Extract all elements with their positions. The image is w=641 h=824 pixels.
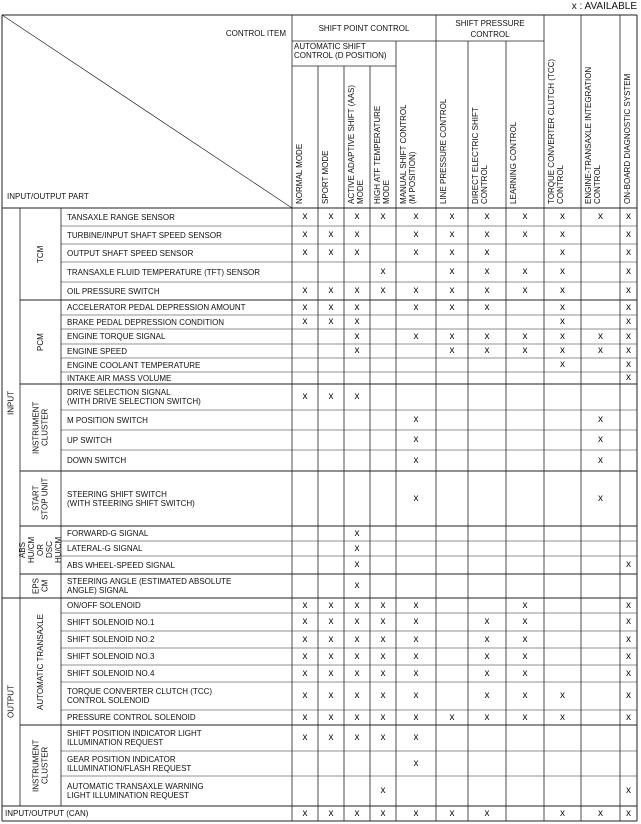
availability-mark: x: [302, 391, 308, 402]
availability-mark: x: [626, 345, 631, 356]
availability-mark: x: [522, 667, 528, 679]
availability-mark: x: [302, 599, 308, 611]
availability-mark: x: [560, 229, 565, 240]
availability-mark: x: [354, 599, 360, 611]
row-label: M POSITION SWITCH: [67, 415, 148, 425]
availability-mark: x: [328, 633, 334, 645]
availability-mark: x: [354, 301, 360, 313]
availability-mark: x: [522, 229, 528, 240]
group-label: TCM: [36, 245, 45, 263]
availability-mark: x: [328, 247, 334, 258]
row-label: STEERING ANGLE (ESTIMATED ABSOLUTE ANGLE) SIGNAL: [67, 577, 232, 595]
availability-mark: x: [626, 372, 631, 383]
availability-mark: x: [328, 229, 334, 240]
availability-mark: x: [449, 807, 455, 819]
availability-mark: x: [626, 330, 631, 342]
availability-mark: x: [354, 211, 360, 222]
availability-mark: x: [626, 785, 631, 796]
availability-mark: x: [302, 667, 308, 679]
availability-mark: x: [354, 580, 360, 591]
column-header-4: HIGH ATF TEMPERATURE MODE: [373, 105, 391, 204]
availability-mark: x: [302, 690, 308, 701]
availability-mark: x: [380, 599, 386, 611]
availability-mark: x: [328, 732, 334, 743]
availability-mark: x: [380, 690, 386, 701]
availability-mark: x: [626, 667, 631, 679]
row-label: SHIFT SOLENOID NO.2: [67, 635, 155, 644]
group-label: INSTRUMENT CLUSTER: [31, 739, 50, 792]
column-header-8: LEARNING CONTROL: [509, 121, 518, 204]
availability-mark: x: [354, 690, 360, 701]
availability-mark: x: [413, 633, 419, 645]
availability-mark: x: [328, 316, 334, 327]
row-label: GEAR POSITION INDICATOR ILLUMINATION/FLASH REQUEST: [67, 754, 192, 773]
control-item-header: CONTROL ITEM: [225, 29, 286, 38]
section-label: OUTPUT: [6, 685, 16, 719]
availability-mark: x: [560, 359, 565, 370]
group-label: PCM: [36, 333, 45, 351]
shift-point-control-header: SHIFT POINT CONTROL: [318, 24, 410, 33]
availability-mark: x: [328, 711, 334, 723]
column-header-7: DIRECT ELECTRIC SHIFT CONTROL: [471, 107, 489, 204]
availability-mark: x: [522, 211, 528, 222]
automatic-shift-control-header: AUTOMATIC SHIFT CONTROL (D POSITION): [294, 42, 387, 60]
control-matrix-table: [2, 15, 637, 821]
availability-mark: x: [354, 527, 360, 539]
column-header-1: NORMAL MODE: [295, 143, 304, 204]
availability-mark: x: [484, 807, 490, 819]
column-header-5: MANUAL SHIFT CONTROL (M POSITION): [399, 104, 417, 204]
column-header-3: ACTIVE ADAPTIVE SHIFT (AAS) MODE: [347, 85, 365, 204]
row-label: BRAKE PEDAL DEPRESSION CONDITION: [67, 317, 225, 327]
availability-mark: x: [449, 247, 455, 258]
row-label: ENGINE TORQUE SIGNAL: [67, 332, 166, 341]
availability-mark: x: [626, 559, 631, 570]
availability-mark: x: [560, 711, 565, 723]
availability-mark: x: [626, 316, 631, 327]
row-label: DOWN SWITCH: [67, 456, 127, 465]
availability-mark: x: [626, 711, 631, 723]
availability-mark: x: [484, 247, 490, 258]
availability-mark: x: [626, 266, 631, 277]
row-label: ENGINE COOLANT TEMPERATURE: [67, 360, 201, 370]
row-label: SHIFT SOLENOID NO.4: [67, 669, 155, 678]
row-label: TRANSAXLE FLUID TEMPERATURE (TFT) SENSOR: [67, 267, 261, 277]
availability-mark: x: [328, 667, 334, 679]
row-label: STEERING SHIFT SWITCH (WITH STEERING SHIFT SWITCH): [67, 489, 195, 508]
availability-mark: x: [522, 345, 528, 356]
availability-mark: x: [354, 807, 360, 819]
availability-mark: x: [449, 211, 455, 222]
column-header-2: SPORT MODE: [321, 150, 330, 204]
availability-mark: x: [449, 266, 455, 277]
availability-mark: x: [380, 807, 386, 819]
availability-mark: x: [302, 285, 308, 296]
availability-mark: x: [484, 711, 490, 723]
row-label: TORQUE CONVERTER CLUTCH (TCC) CONTROL SOLENOID: [67, 687, 213, 705]
group-label: INSTRUMENT CLUSTER: [31, 401, 50, 454]
availability-mark: x: [598, 414, 603, 425]
row-label: OIL PRESSURE SWITCH: [67, 286, 160, 296]
availability-mark: x: [328, 285, 334, 296]
availability-mark: x: [354, 559, 360, 570]
availability-mark: x: [328, 616, 334, 627]
availability-mark: x: [380, 711, 386, 723]
column-header-6: LINE PRESSURE CONTROL: [439, 98, 448, 204]
availability-mark: x: [413, 301, 419, 313]
availability-mark: x: [302, 247, 308, 258]
row-label: PRESSURE CONTROL SOLENOID: [67, 713, 196, 722]
availability-mark: x: [626, 247, 631, 258]
row-label: OUTPUT SHAFT SPEED SENSOR: [67, 248, 194, 258]
availability-mark: x: [354, 316, 360, 327]
availability-mark: x: [626, 616, 631, 627]
row-label: TANSAXLE RANGE SENSOR: [67, 212, 175, 222]
availability-mark: x: [560, 345, 565, 356]
group-label: ABS HU/CM OR DSC HU/CM: [18, 536, 63, 564]
availability-mark: x: [626, 229, 631, 240]
availability-mark: x: [484, 345, 490, 356]
availability-mark: x: [328, 599, 334, 611]
availability-mark: x: [560, 807, 565, 819]
availability-mark: x: [484, 633, 490, 645]
availability-mark: x: [380, 650, 386, 662]
row-label: AUTOMATIC TRANSAXLE WARNING LIGHT ILLUMINATION REQUEST: [67, 782, 204, 800]
availability-mark: x: [354, 650, 360, 662]
row-label: SHIFT POSITION INDICATOR LIGHT ILLUMINATION REQUEST: [67, 729, 202, 747]
availability-mark: x: [484, 229, 490, 240]
availability-mark: x: [354, 229, 360, 240]
availability-mark: x: [413, 650, 419, 662]
availability-mark: x: [302, 211, 308, 222]
availability-mark: x: [413, 330, 419, 342]
availability-mark: x: [484, 667, 490, 679]
availability-mark: x: [484, 330, 490, 342]
availability-mark: x: [560, 690, 565, 701]
availability-mark: x: [354, 285, 360, 296]
availability-mark: x: [626, 599, 631, 611]
availability-mark: x: [598, 454, 603, 466]
availability-mark: x: [413, 247, 419, 258]
availability-mark: x: [413, 492, 419, 504]
availability-mark: x: [354, 542, 360, 554]
availability-mark: x: [522, 616, 528, 627]
column-header-11: ON-BOARD DIAGNOSTIC SYSTEM: [623, 73, 632, 204]
availability-mark: x: [560, 285, 565, 296]
availability-mark: x: [522, 599, 528, 611]
availability-mark: x: [449, 345, 455, 356]
availability-mark: x: [598, 492, 603, 504]
availability-mark: x: [380, 616, 386, 627]
column-header-10: ENGINE-TRANSAXLE INTEGRATION CONTROL: [584, 66, 602, 204]
column-header-9: TORQUE CONVERTER CLUTCH (TCC) CONTROL: [547, 58, 565, 204]
availability-mark: x: [302, 301, 308, 313]
row-label: INTAKE AIR MASS VOLUME: [67, 373, 172, 383]
availability-mark: x: [522, 711, 528, 723]
section-label: INPUT: [6, 391, 16, 415]
availability-mark: x: [522, 633, 528, 645]
availability-mark: x: [413, 616, 419, 627]
availability-mark: x: [413, 599, 419, 611]
availability-mark: x: [626, 285, 631, 296]
availability-mark: x: [354, 633, 360, 645]
availability-mark: x: [302, 807, 308, 819]
row-label: TURBINE/INPUT SHAFT SPEED SENSOR: [67, 230, 222, 240]
availability-mark: x: [302, 633, 308, 645]
availability-mark: x: [484, 211, 490, 222]
availability-mark: x: [380, 266, 386, 277]
availability-mark: x: [413, 434, 419, 445]
row-label: LATERAL-G SIGNAL: [67, 544, 143, 553]
availability-mark: x: [522, 690, 528, 701]
availability-mark: x: [380, 785, 386, 796]
availability-mark: x: [413, 229, 419, 240]
availability-mark: x: [449, 301, 455, 313]
availability-mark: x: [522, 650, 528, 662]
availability-mark: x: [560, 266, 565, 277]
availability-mark: x: [380, 633, 386, 645]
availability-mark: x: [413, 807, 419, 819]
availability-mark: x: [626, 633, 631, 645]
availability-mark: x: [328, 301, 334, 313]
availability-mark: x: [484, 301, 490, 313]
availability-mark: x: [328, 807, 334, 819]
availability-mark: x: [626, 301, 631, 313]
availability-mark: x: [354, 345, 360, 356]
availability-mark: x: [328, 650, 334, 662]
legend: x : AVAILABLE: [571, 1, 637, 12]
availability-mark: x: [302, 650, 308, 662]
availability-mark: x: [449, 285, 455, 296]
availability-mark: x: [380, 211, 386, 222]
availability-mark: x: [560, 330, 565, 342]
row-label: ENGINE SPEED: [67, 346, 128, 356]
availability-mark: x: [598, 434, 603, 445]
group-label: EPS CM: [31, 578, 50, 595]
availability-mark: x: [598, 807, 603, 819]
availability-mark: x: [522, 330, 528, 342]
availability-mark: x: [354, 732, 360, 743]
availability-mark: x: [484, 690, 490, 701]
availability-mark: x: [484, 616, 490, 627]
availability-mark: x: [380, 285, 386, 296]
availability-mark: x: [302, 229, 308, 240]
header-diagonal: [2, 15, 292, 208]
availability-mark: x: [354, 616, 360, 627]
availability-mark: x: [413, 690, 419, 701]
availability-mark: x: [560, 247, 565, 258]
availability-mark: x: [626, 807, 631, 819]
availability-mark: x: [449, 330, 455, 342]
row-label: ON/OFF SOLENOID: [67, 601, 141, 610]
availability-mark: x: [626, 690, 631, 701]
availability-mark: x: [354, 391, 360, 402]
availability-mark: x: [626, 650, 631, 662]
row-label: DRIVE SELECTION SIGNAL (WITH DRIVE SELECTION SWITCH): [67, 388, 201, 406]
availability-mark: x: [354, 330, 360, 342]
availability-mark: x: [413, 757, 419, 769]
availability-mark: x: [413, 667, 419, 679]
availability-mark: x: [413, 211, 419, 222]
availability-mark: x: [522, 266, 528, 277]
availability-mark: x: [449, 711, 455, 723]
availability-mark: x: [413, 285, 419, 296]
availability-mark: x: [522, 285, 528, 296]
availability-mark: x: [354, 247, 360, 258]
row-label: SHIFT SOLENOID NO.1: [67, 617, 155, 627]
group-label: AUTOMATIC TRANSAXLE: [36, 613, 45, 710]
availability-mark: x: [449, 229, 455, 240]
availability-mark: x: [626, 211, 631, 222]
availability-mark: x: [354, 711, 360, 723]
availability-mark: x: [413, 711, 419, 723]
availability-mark: x: [380, 732, 386, 743]
availability-mark: x: [484, 650, 490, 662]
row-label: ABS WHEEL-SPEED SIGNAL: [67, 560, 176, 570]
availability-mark: x: [328, 391, 334, 402]
availability-mark: x: [302, 732, 308, 743]
availability-mark: x: [598, 330, 603, 342]
availability-mark: x: [560, 316, 565, 327]
availability-mark: x: [380, 667, 386, 679]
availability-mark: x: [484, 285, 490, 296]
availability-mark: x: [328, 690, 334, 701]
availability-mark: x: [302, 316, 308, 327]
availability-mark: x: [598, 211, 603, 222]
availability-mark: x: [354, 667, 360, 679]
availability-mark: x: [626, 359, 631, 370]
availability-mark: x: [560, 211, 565, 222]
shift-pressure-control-header: SHIFT PRESSURE CONTROL: [455, 19, 525, 39]
availability-mark: x: [302, 711, 308, 723]
availability-mark: x: [484, 266, 490, 277]
availability-mark: x: [302, 616, 308, 627]
row-label: UP SWITCH: [67, 435, 112, 445]
availability-mark: x: [328, 211, 334, 222]
availability-mark: x: [413, 454, 419, 466]
availability-mark: x: [560, 301, 565, 313]
row-label: FORWARD-G SIGNAL: [67, 529, 149, 538]
availability-mark: x: [413, 414, 419, 425]
can-row-label: INPUT/OUTPUT (CAN): [5, 809, 89, 818]
availability-mark: x: [413, 732, 419, 743]
input-output-part-header: INPUT/OUTPUT PART: [7, 192, 89, 201]
row-label: ACCELERATOR PEDAL DEPRESSION AMOUNT: [67, 303, 246, 312]
availability-mark: x: [598, 345, 603, 356]
group-label: START STOP UNIT: [31, 477, 50, 520]
row-label: SHIFT SOLENOID NO.3: [67, 652, 155, 661]
